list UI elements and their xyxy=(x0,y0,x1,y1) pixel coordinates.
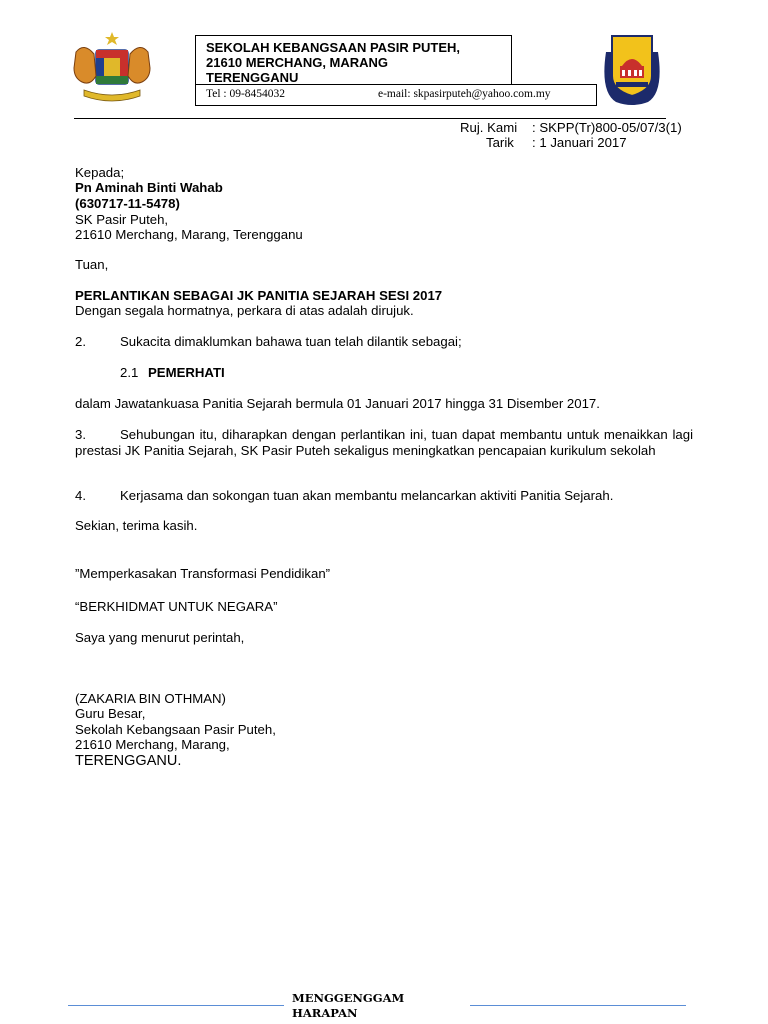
intro-text: Dengan segala hormatnya, perkara di atas adalah dirujuk. xyxy=(75,303,414,318)
email-address: e-mail: skpasirputeh@yahoo.com.my xyxy=(378,88,551,100)
paragraph-4-number: 4. xyxy=(75,488,86,503)
school-logo xyxy=(600,32,664,106)
signatory-address-2: 21610 Merchang, Marang, xyxy=(75,737,230,752)
motto-2: “BERKHIDMAT UNTUK NEGARA” xyxy=(75,599,278,614)
tenure-text: dalam Jawatankuasa Panitia Sejarah bermula 01 Januari 2017 hingga 31 Disember 2017. xyxy=(75,396,600,411)
school-crest-icon xyxy=(600,32,664,106)
paragraph-2-1-number: 2.1 xyxy=(120,365,139,380)
signatory-address-1: Sekolah Kebangsaan Pasir Puteh, xyxy=(75,722,276,737)
paragraph-4-text: Kerjasama dan sokongan tuan akan membantu melancarkan aktiviti Panitia Sejarah. xyxy=(120,488,614,503)
date-label: Tarik xyxy=(486,135,514,150)
coat-of-arms-icon xyxy=(66,30,158,104)
contact-box xyxy=(195,84,597,106)
signatory-address-3: TERENGGANU. xyxy=(75,753,182,769)
footer-slogan-1: MENGGENGGAM xyxy=(292,991,405,1005)
header-divider xyxy=(74,118,666,119)
recipient-ic: (630717-11-5478) xyxy=(75,196,180,211)
paragraph-2-text: Sukacita dimaklumkan bahawa tuan telah dilantik sebagai; xyxy=(120,334,462,349)
paragraph-2-number: 2. xyxy=(75,334,86,349)
telephone-number: Tel : 09-8454032 xyxy=(206,88,286,100)
school-name: SEKOLAH KEBANGSAAN PASIR PUTEH, xyxy=(206,40,461,55)
paragraph-3-number: 3. xyxy=(75,427,86,442)
footer-left-line xyxy=(68,1005,284,1006)
recipient-address-2: 21610 Merchang, Marang, Terengganu xyxy=(75,227,303,242)
salutation: Tuan, xyxy=(75,257,109,272)
reference-number: : SKPP(Tr)800-05/07/3(1) xyxy=(532,120,682,135)
school-header-box xyxy=(195,35,512,85)
obedience-text: Saya yang menurut perintah, xyxy=(75,630,245,645)
paragraph-3-text: Sehubungan itu, diharapkan dengan perlantikan ini, tuan dapat membantu untuk menaikkan lagi prestasi JK Panitia Sejarah, SK Pasir Puteh sekaligus meningkatkan pencapaian kurikulum sekolah xyxy=(75,427,693,458)
letter-date: : 1 Januari 2017 xyxy=(532,135,627,150)
motto-1: ”Memperkasakan Transformasi Pendidikan” xyxy=(75,566,331,581)
paragraph-3 xyxy=(75,427,693,459)
recipient-name: Pn Aminah Binti Wahab xyxy=(75,180,223,195)
coat-of-arms-logo xyxy=(66,30,158,104)
reference-label: Ruj. Kami xyxy=(460,120,518,135)
signatory-name: (ZAKARIA BIN OTHMAN) xyxy=(75,691,226,706)
school-state: TERENGGANU xyxy=(206,70,299,85)
appointment-role: PEMERHATI xyxy=(148,365,225,380)
signatory-title: Guru Besar, xyxy=(75,706,146,721)
recipient-address-1: SK Pasir Puteh, xyxy=(75,212,169,227)
footer-slogan-2: HARAPAN xyxy=(292,1006,358,1020)
footer-right-line xyxy=(470,1005,686,1006)
to-label: Kepada; xyxy=(75,165,125,180)
closing-text: Sekian, terima kasih. xyxy=(75,518,198,533)
school-address-line: 21610 MERCHANG, MARANG xyxy=(206,55,389,70)
subject-title: PERLANTIKAN SEBAGAI JK PANITIA SEJARAH SESI 2017 xyxy=(75,288,443,303)
